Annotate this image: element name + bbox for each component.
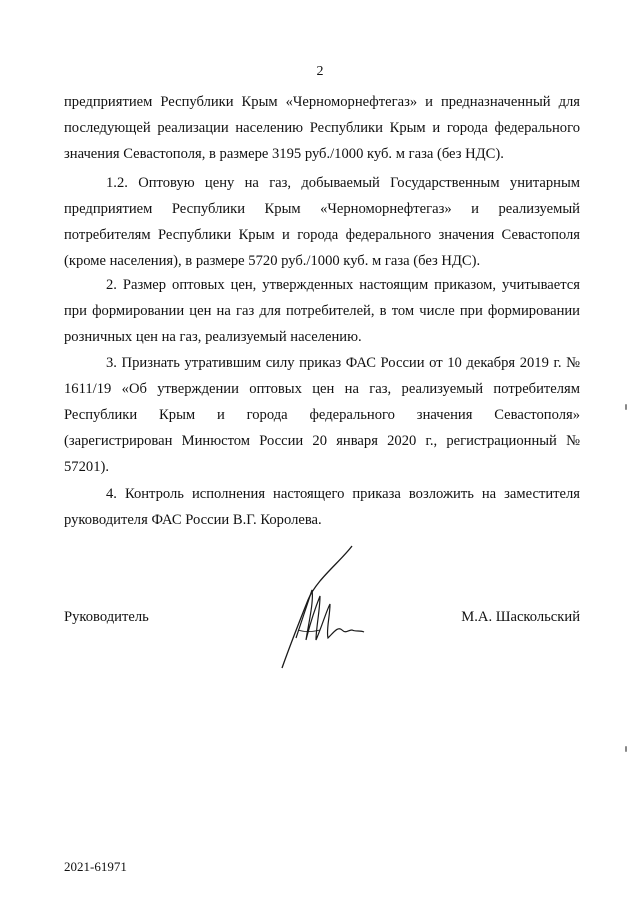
paragraph-text: 1.2. Оптовую цену на газ, добываемый Государственным унитарным предприятием Республики Крым «Черноморнефтегаз» и реализуемый потребителям Республики Крым и города федерального значения Севастополя (кроме населения), в размере 5720 руб./1000 куб. м газа (без НДС). — [64, 175, 580, 269]
scan-mark — [625, 746, 627, 752]
handwritten-signature — [268, 540, 378, 680]
paragraph-1-2 — [64, 171, 580, 275]
paragraph-text: 4. Контроль исполнения настоящего приказа возложить на заместителя руководителя ФАС России В.Г. Королева. — [64, 486, 580, 528]
paragraph-continuation — [64, 90, 580, 168]
paragraph-text: предприятием Республики Крым «Черноморнефтегаз» и предназначенный для последующей реализации населению Республики Крым и города федерального значения Севастополя, в размере 3195 руб./1000 куб. м газа (без НДС). — [64, 94, 580, 162]
document-code: 2021-61971 — [64, 859, 127, 874]
scan-mark — [625, 404, 627, 410]
page-number: 2 — [316, 64, 324, 79]
paragraph-4 — [64, 482, 580, 534]
signer-title: Руководитель — [64, 609, 149, 625]
paragraph-3 — [64, 351, 580, 481]
paragraph-text: 2. Размер оптовых цен, утвержденных настоящим приказом, учитывается при формировании цен на газ для потребителей, в том числе при формировании розничных цен на газ, реализуемый населению. — [64, 277, 580, 345]
paragraph-2 — [64, 273, 580, 351]
paragraph-text: 3. Признать утратившим силу приказ ФАС России от 10 декабря 2019 г. № 1611/19 «Об утверждении оптовых цен на газ, реализуемый потребителям Республики Крым и города федерального значения Севастополя» (зарегистрирован Минюстом России 20 января 2020 г., регистрационный № 57201). — [64, 355, 580, 475]
signer-name: М.А. Шаскольский — [461, 609, 580, 625]
